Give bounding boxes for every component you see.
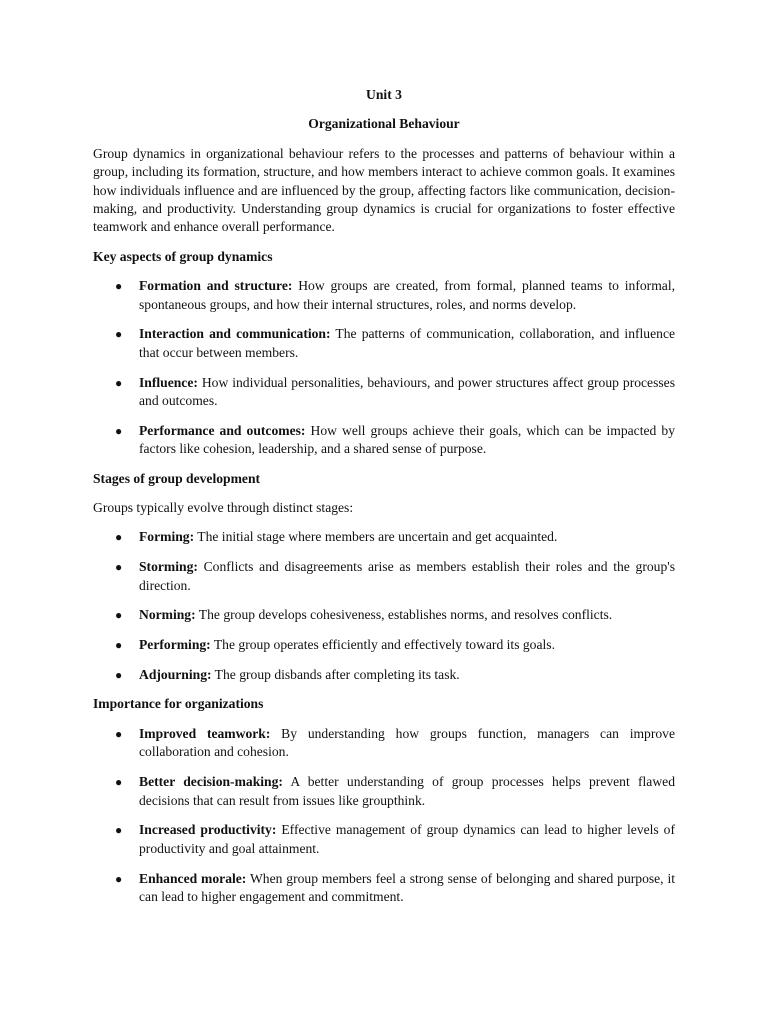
item-text: By understanding how groups function, managers can improve collaboration and cohesion.: [139, 725, 676, 760]
list-item: [93, 636, 675, 654]
unit-heading: Unit 3: [366, 87, 402, 102]
list-item: [93, 821, 675, 858]
item-text: A better understanding of group processes helps prevent flawed decisions that can result from issues like groupthink.: [139, 774, 675, 808]
section-stages: [93, 470, 675, 685]
list-item: [93, 725, 675, 762]
bullet-icon: ●: [115, 775, 123, 790]
item-text: Effective management of group dynamics can lead to higher levels of productivity and goal attainment.: [139, 822, 676, 856]
item-term: Forming:: [139, 529, 195, 545]
item-term: Interaction and communication:: [139, 326, 331, 342]
item-term: Storming:: [139, 559, 198, 575]
bullet-list: [93, 528, 675, 684]
list-item: [93, 422, 675, 459]
item-text: When group members feel a strong sense of belonging and shared purpose, it can lead to higher engagement and commitment.: [139, 870, 676, 904]
item-text: The group operates efficiently and effectively toward its goals.: [210, 637, 555, 653]
list-item: [93, 277, 675, 314]
bullet-icon: ●: [115, 530, 123, 545]
bullet-icon: ●: [115, 560, 123, 575]
section-heading: Stages of group development: [93, 470, 261, 486]
item-term: Influence:: [139, 374, 198, 390]
list-item: [93, 374, 675, 411]
bullet-list: [93, 725, 675, 906]
intro-paragraph: Group dynamics in organizational behaviour refers to the processes and patterns of behaviour within a group, including its formation, structure, and how members interact to achieve common goals. It examines how individuals influence and are influenced by the group, affecting factors like communication, decision-making, and productivity. Understanding group dynamics is crucial for organizations to foster effective teamwork and enhance overall performance.: [93, 145, 675, 235]
document-title: Organizational Behaviour: [308, 116, 460, 132]
item-text: The group disbands after completing its task.: [211, 667, 460, 683]
list-item: [93, 325, 675, 362]
section-key-aspects: [93, 248, 675, 459]
item-term: Formation and structure:: [139, 278, 293, 294]
list-item: [93, 606, 675, 624]
bullet-icon: ●: [115, 608, 123, 623]
bullet-icon: ●: [115, 823, 123, 838]
item-term: Performing:: [139, 637, 211, 653]
item-term: Enhanced morale:: [139, 870, 247, 886]
list-item: [93, 773, 675, 810]
item-term: Increased productivity:: [139, 822, 277, 838]
item-text: How individual personalities, behaviours, and power structures affect group processes and outcomes.: [139, 374, 675, 409]
item-term: Norming:: [139, 607, 196, 623]
item-text: The group develops cohesiveness, establishes norms, and resolves conflicts.: [195, 607, 613, 623]
list-item: [93, 870, 675, 907]
section-heading: Importance for organizations: [93, 696, 264, 712]
section-importance: [93, 695, 675, 906]
item-text: The initial stage where members are uncertain and get acquainted.: [194, 529, 558, 545]
item-text: How well groups achieve their goals, which can be impacted by factors like cohesion, leadership, and a shared sense of purpose.: [139, 422, 675, 457]
section-lead: Groups typically evolve through distinct stages:: [93, 500, 354, 516]
bullet-icon: ●: [115, 375, 123, 390]
list-item: [93, 558, 675, 595]
bullet-icon: ●: [115, 726, 123, 741]
item-term: Improved teamwork:: [139, 725, 271, 741]
item-term: Adjourning:: [139, 667, 212, 683]
section-heading: Key aspects of group dynamics: [93, 248, 273, 264]
list-item: [93, 666, 675, 684]
item-text: Conflicts and disagreements arise as members establish their roles and the group's direction.: [139, 559, 675, 593]
bullet-icon: ●: [115, 638, 123, 653]
document-page: [93, 86, 675, 917]
bullet-icon: ●: [115, 871, 123, 886]
item-term: Performance and outcomes:: [139, 422, 306, 438]
item-text: The patterns of communication, collaboration, and influence that occur between members.: [139, 326, 676, 360]
bullet-icon: ●: [115, 423, 123, 438]
bullet-icon: ●: [115, 279, 123, 294]
item-term: Better decision-making:: [139, 774, 283, 790]
bullet-icon: ●: [115, 327, 123, 342]
bullet-icon: ●: [115, 668, 123, 683]
list-item: [93, 528, 675, 546]
bullet-list: [93, 277, 675, 458]
item-text: How groups are created, from formal, planned teams to informal, spontaneous groups, and how their internal structures, roles, and norms develop.: [139, 278, 675, 312]
